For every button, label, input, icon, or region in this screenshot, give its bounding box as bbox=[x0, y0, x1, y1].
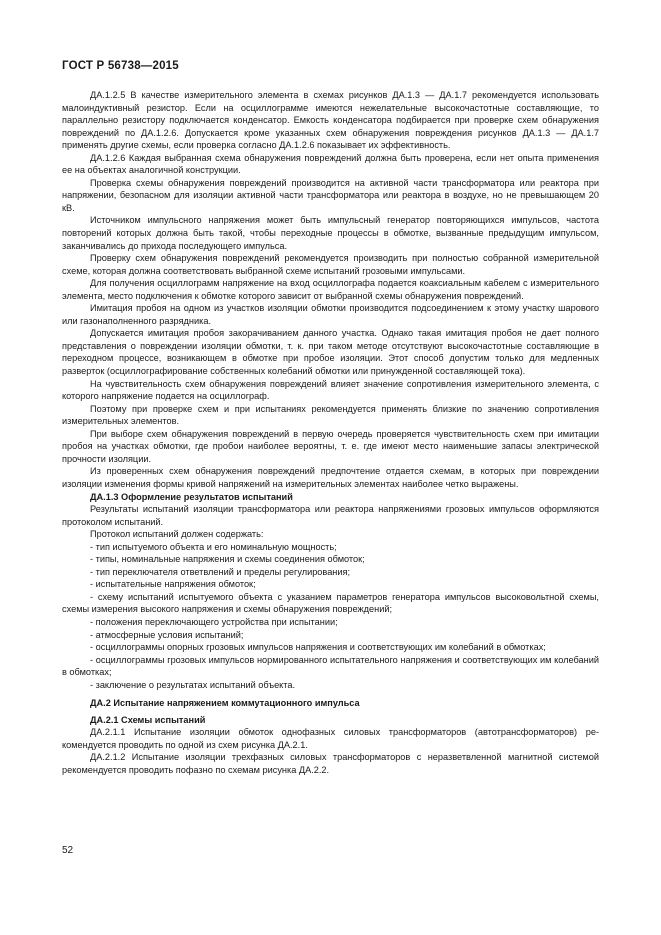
paragraph: Имитация пробоя на одном из участков изоляции обмотки производится подсоединением к этому участку шарового или газонаполненного разрядника. bbox=[62, 303, 599, 326]
paragraph: Проверка схемы обнаружения повреждений производится на активной части трансформатора или реактора при напряжении, безопасном для изоляции активной части трансформатора или реактора в воздухе, но не превышающем 20 кВ. bbox=[62, 177, 599, 213]
paragraph: ДА.1.2.5 В качестве измерительного элемента в схемах рисунков ДА.1.3 — ДА.1.7 рекомендуется использовать малоиндуктивный резистор. Если на осциллограмме имеются нежелательные высокочастотные составляющие, то параллельно резистору подключается конденсатор. Емкость конденсатора подбирается при проверке схем обнаружения повреждений по ДА.1.2.6. Допускается кроме указанных схем обнаружения повреждения рисунков ДА.1.3 — ДА.1.7 применять другие схемы, если проверка согласно ДА.1.2.6 показывает их эффективность. bbox=[62, 90, 599, 151]
list-item: - тип переключателя ответвлений и пределы регулирования; bbox=[90, 566, 351, 577]
page-number: 52 bbox=[62, 845, 74, 856]
paragraph: Поэтому при проверке схем и при испытаниях рекомендуется применять близкие по значению сопротивления измерительных элементов. bbox=[62, 403, 599, 427]
document-body bbox=[62, 89, 599, 777]
list-item: - типы, номинальные напряжения и схемы соединения обмоток; bbox=[90, 554, 365, 565]
paragraph: При выборе схем обнаружения повреждений в первую очередь проверяется чувствительность схем при имитации пробоя на участках обмотки, где пробои наиболее вероятны, т. е. где имеют место наименьшие запасы электрической прочности изоляции. bbox=[62, 428, 599, 464]
list-item: - атмосферные условия испытаний; bbox=[90, 629, 244, 640]
section-heading: ДА.2 Испытание напряжением коммутационного импульса bbox=[90, 698, 360, 709]
paragraph: Проверку схем обнаружения повреждений рекомендуется производить при полностью собранной измерительной схеме, которая должна соответствовать выбранной схеме испытаний грозовыми импульсами. bbox=[62, 253, 599, 276]
subsection-heading: ДА.2.1 Схемы испытаний bbox=[90, 714, 206, 725]
list-item: - положения переключающего устройства при испытании; bbox=[90, 616, 338, 627]
list-item: - осциллограммы опорных грозовых импульсов напряжения и соответствующих им колебаний в обмотках; bbox=[90, 642, 546, 653]
paragraph: Для получения осциллограмм напряжение на вход осциллографа подается коаксиальным кабелем с измерительного элемента, место подключения к обмотке которого зависит от выбранной схемы обнаружения повреждений. bbox=[62, 278, 599, 301]
list-item: - схему испытаний испытуемого объекта с указанием параметров генератора импульсов высоковольтной схемы, схемы измерения высокого напряжения и схемы обнаружения повреждений; bbox=[62, 591, 599, 615]
list-item: - тип испытуемого объекта и его номинальную мощность; bbox=[90, 541, 337, 552]
paragraph: Из проверенных схем обнаружения повреждений предпочтение отдается схемам, в которых при повреждении изоляции изменения формы кривой напряжений на измерительных элементах наиболее четко выражены. bbox=[62, 466, 599, 489]
list-item: - осциллограммы грозовых импульсов нормированного испытательного напряжения и соответствующих им колебаний в обмотках; bbox=[62, 654, 599, 678]
paragraph: На чувствительность схем обнаружения повреждений влияет значение сопротивления измерительного элемента, с которого напряжение подается на осциллограф. bbox=[62, 378, 599, 402]
section-heading: ДА.1.3 Оформление результатов испытаний bbox=[90, 491, 293, 502]
paragraph: ДА.2.1.2 Испытание изоляции трехфазных силовых трансформаторов с неразветвленной магнитной системой рекомендуется проводить пофазно по схемам рисунка ДА.2.2. bbox=[62, 752, 599, 775]
list-item: - заключение о результатах испытаний объекта. bbox=[90, 679, 296, 690]
paragraph: Допускается имитация пробоя закорачиванием данного участка. Однако такая имитация пробоя не дает полного представления о повреждении изоляции обмотки, т. к. при таком методе отсутствуют высокочастотные составляющие в переходном процессе, возникающем в обмотке при пробое изоляции. Этот способ допустим только для медленных разверток (осциллографирование собственных колебаний обмотки или принужденной составляющей тока). bbox=[62, 328, 599, 377]
list-item: - испытательные напряжения обмоток; bbox=[90, 579, 256, 590]
document-header: ГОСТ Р 56738—2015 bbox=[62, 60, 179, 72]
paragraph: Источником импульсного напряжения может быть импульсный генератор повторяющихся импульсов, частота повторений которых должна быть такой, чтобы переходные процессы в обмотке, вызванные предыдущим импульсом, заканчивались до прихода последующего импульса. bbox=[62, 215, 599, 251]
paragraph: ДА.1.2.6 Каждая выбранная схема обнаружения повреждений должна быть проверена, если нет опыта применения ее на объектах аналогичной конструкции. bbox=[62, 152, 599, 176]
paragraph: ДА.2.1.1 Испытание изоляции обмоток однофазных силовых трансформаторов (автотрансформаторов) рекомендуется проводить по одной из схем рисунка ДА.2.1. bbox=[62, 727, 599, 750]
paragraph: Результаты испытаний изоляции трансформатора или реактора напряжениями грозовых импульсов оформляются протоколом испытаний. bbox=[62, 504, 599, 527]
paragraph: Протокол испытаний должен содержать: bbox=[90, 529, 264, 540]
